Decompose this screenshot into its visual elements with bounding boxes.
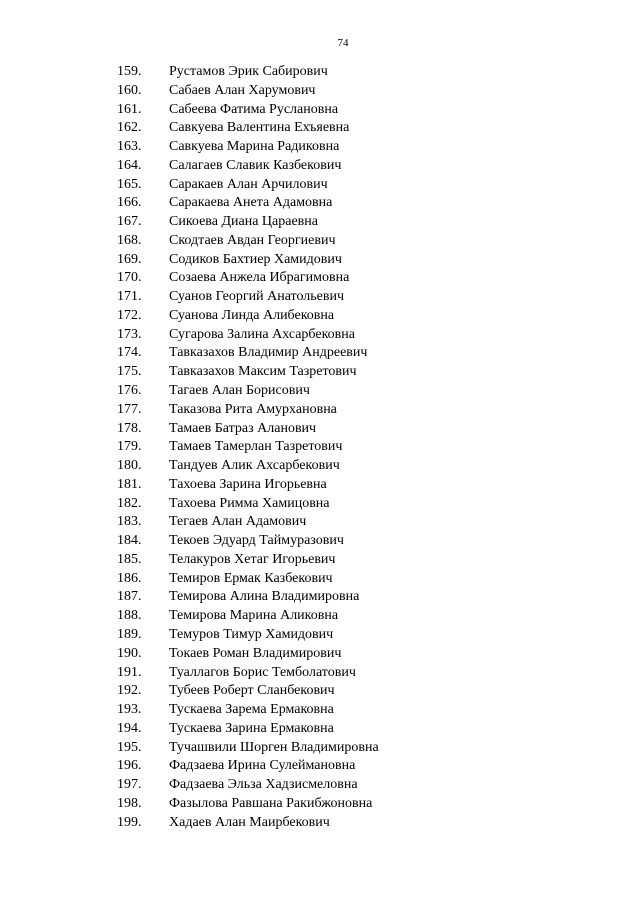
list-item <box>0 626 640 645</box>
list-item <box>0 382 640 401</box>
item-number: 185. <box>117 551 142 567</box>
item-name: Тускаева Зарина Ермаковна <box>169 720 334 736</box>
item-name: Тахоева Зарина Игорьевна <box>169 476 327 492</box>
item-name: Сабеева Фатима Руслановна <box>169 101 339 117</box>
list-item <box>0 213 640 232</box>
item-name: Тубеев Роберт Сланбекович <box>169 683 335 699</box>
item-name: Таказова Рита Амурхановна <box>169 401 337 417</box>
item-number: 172. <box>117 307 142 323</box>
item-name: Суанов Георгий Анатольевич <box>169 289 345 305</box>
item-number: 166. <box>117 195 142 211</box>
item-number: 193. <box>117 702 142 718</box>
item-number: 178. <box>117 420 142 436</box>
item-number: 186. <box>117 570 142 586</box>
list-item <box>0 344 640 363</box>
list-item <box>0 682 640 701</box>
list-item <box>0 194 640 213</box>
item-number: 162. <box>117 120 142 136</box>
list-item <box>0 814 640 833</box>
list-item <box>0 757 640 776</box>
item-name: Сабаев Алан Харумович <box>169 82 316 98</box>
item-number: 183. <box>117 514 142 530</box>
item-number: 196. <box>117 758 142 774</box>
list-item <box>0 438 640 457</box>
item-name: Темирова Марина Аликовна <box>169 608 339 624</box>
item-number: 167. <box>117 214 142 230</box>
item-name: Фадзаева Ирина Сулеймановна <box>169 758 356 774</box>
list-item <box>0 476 640 495</box>
item-number: 184. <box>117 533 142 549</box>
item-number: 169. <box>117 251 142 267</box>
item-name: Салагаев Славик Казбекович <box>169 157 342 173</box>
list-item <box>0 701 640 720</box>
item-number: 191. <box>117 664 142 680</box>
item-name: Фазылова Равшана Ракибжоновна <box>169 795 373 811</box>
item-name: Содиков Бахтиер Хамидович <box>169 251 342 267</box>
item-name: Тамаев Батраз Аланович <box>169 420 317 436</box>
item-name: Саракаева Анета Адамовна <box>169 195 333 211</box>
item-name: Тегаев Алан Адамович <box>169 514 307 530</box>
list-item <box>0 176 640 195</box>
list-item <box>0 645 640 664</box>
item-number: 181. <box>117 476 142 492</box>
item-number: 198. <box>117 795 142 811</box>
item-name: Тавказахов Максим Тазретович <box>169 364 357 380</box>
list-item <box>0 420 640 439</box>
name-list <box>0 63 640 832</box>
list-item <box>0 82 640 101</box>
item-name: Саракаев Алан Арчилович <box>169 176 328 192</box>
item-number: 161. <box>117 101 142 117</box>
list-item <box>0 326 640 345</box>
item-name: Савкуева Марина Радиковна <box>169 139 340 155</box>
item-name: Токаев Роман Владимирович <box>169 645 342 661</box>
list-item <box>0 551 640 570</box>
item-name: Телакуров Хетаг Игорьевич <box>169 551 336 567</box>
item-number: 175. <box>117 364 142 380</box>
item-name: Тандуев Алик Ахсарбекович <box>169 458 340 474</box>
list-item <box>0 138 640 157</box>
item-name: Тавказахов Владимир Андреевич <box>169 345 368 361</box>
list-item <box>0 532 640 551</box>
list-item <box>0 232 640 251</box>
page-number: 74 <box>337 37 349 49</box>
list-item <box>0 495 640 514</box>
item-name: Сикоева Диана Цараевна <box>169 214 318 230</box>
item-name: Темиров Ермак Казбекович <box>169 570 333 586</box>
item-name: Текоев Эдуард Таймуразович <box>169 533 344 549</box>
list-item <box>0 739 640 758</box>
item-number: 177. <box>117 401 142 417</box>
item-name: Тамаев Тамерлан Тазретович <box>169 439 343 455</box>
list-item <box>0 363 640 382</box>
item-name: Сугарова Залина Ахсарбековна <box>169 326 355 342</box>
item-name: Созаева Анжела Ибрагимовна <box>169 270 350 286</box>
list-item <box>0 588 640 607</box>
item-name: Суанова Линда Алибековна <box>169 307 335 323</box>
item-number: 194. <box>117 720 142 736</box>
list-item <box>0 307 640 326</box>
item-number: 195. <box>117 739 142 755</box>
item-number: 199. <box>117 814 142 830</box>
item-number: 189. <box>117 626 142 642</box>
list-item <box>0 570 640 589</box>
item-number: 180. <box>117 458 142 474</box>
item-number: 174. <box>117 345 142 361</box>
item-number: 171. <box>117 289 142 305</box>
item-name: Рустамов Эрик Сабирович <box>169 64 328 79</box>
list-item <box>0 63 640 82</box>
item-name: Тахоева Римма Хамицовна <box>169 495 330 511</box>
item-number: 190. <box>117 645 142 661</box>
item-number: 159. <box>117 64 142 79</box>
item-name: Савкуева Валентина Ехъяевна <box>169 120 350 136</box>
item-number: 165. <box>117 176 142 192</box>
item-number: 168. <box>117 232 142 248</box>
item-name: Тагаев Алан Борисович <box>169 383 310 399</box>
item-number: 173. <box>117 326 142 342</box>
item-name: Темирова Алина Владимировна <box>169 589 360 605</box>
item-name: Хадаев Алан Маирбекович <box>169 814 330 830</box>
item-number: 170. <box>117 270 142 286</box>
item-name: Туаллагов Борис Темболатович <box>169 664 356 680</box>
list-item <box>0 157 640 176</box>
item-number: 176. <box>117 383 142 399</box>
list-item <box>0 720 640 739</box>
list-item <box>0 119 640 138</box>
list-item <box>0 457 640 476</box>
list-item <box>0 269 640 288</box>
list-item <box>0 513 640 532</box>
item-number: 182. <box>117 495 142 511</box>
item-name: Тучашвили Шорген Владимировна <box>169 739 379 755</box>
list-item <box>0 288 640 307</box>
item-number: 187. <box>117 589 142 605</box>
list-item <box>0 101 640 120</box>
list-item <box>0 401 640 420</box>
item-number: 179. <box>117 439 142 455</box>
list-item <box>0 795 640 814</box>
item-number: 192. <box>117 683 142 699</box>
item-name: Скодтаев Авдан Георгиевич <box>169 232 336 248</box>
item-name: Фадзаева Эльза Хадзисмеловна <box>169 777 358 793</box>
list-item <box>0 664 640 683</box>
list-item <box>0 251 640 270</box>
item-name: Темуров Тимур Хамидович <box>169 626 334 642</box>
item-number: 163. <box>117 139 142 155</box>
list-item <box>0 776 640 795</box>
item-number: 164. <box>117 157 142 173</box>
item-number: 188. <box>117 608 142 624</box>
item-number: 197. <box>117 777 142 793</box>
item-number: 160. <box>117 82 142 98</box>
item-name: Тускаева Зарема Ермаковна <box>169 702 334 718</box>
list-item <box>0 607 640 626</box>
